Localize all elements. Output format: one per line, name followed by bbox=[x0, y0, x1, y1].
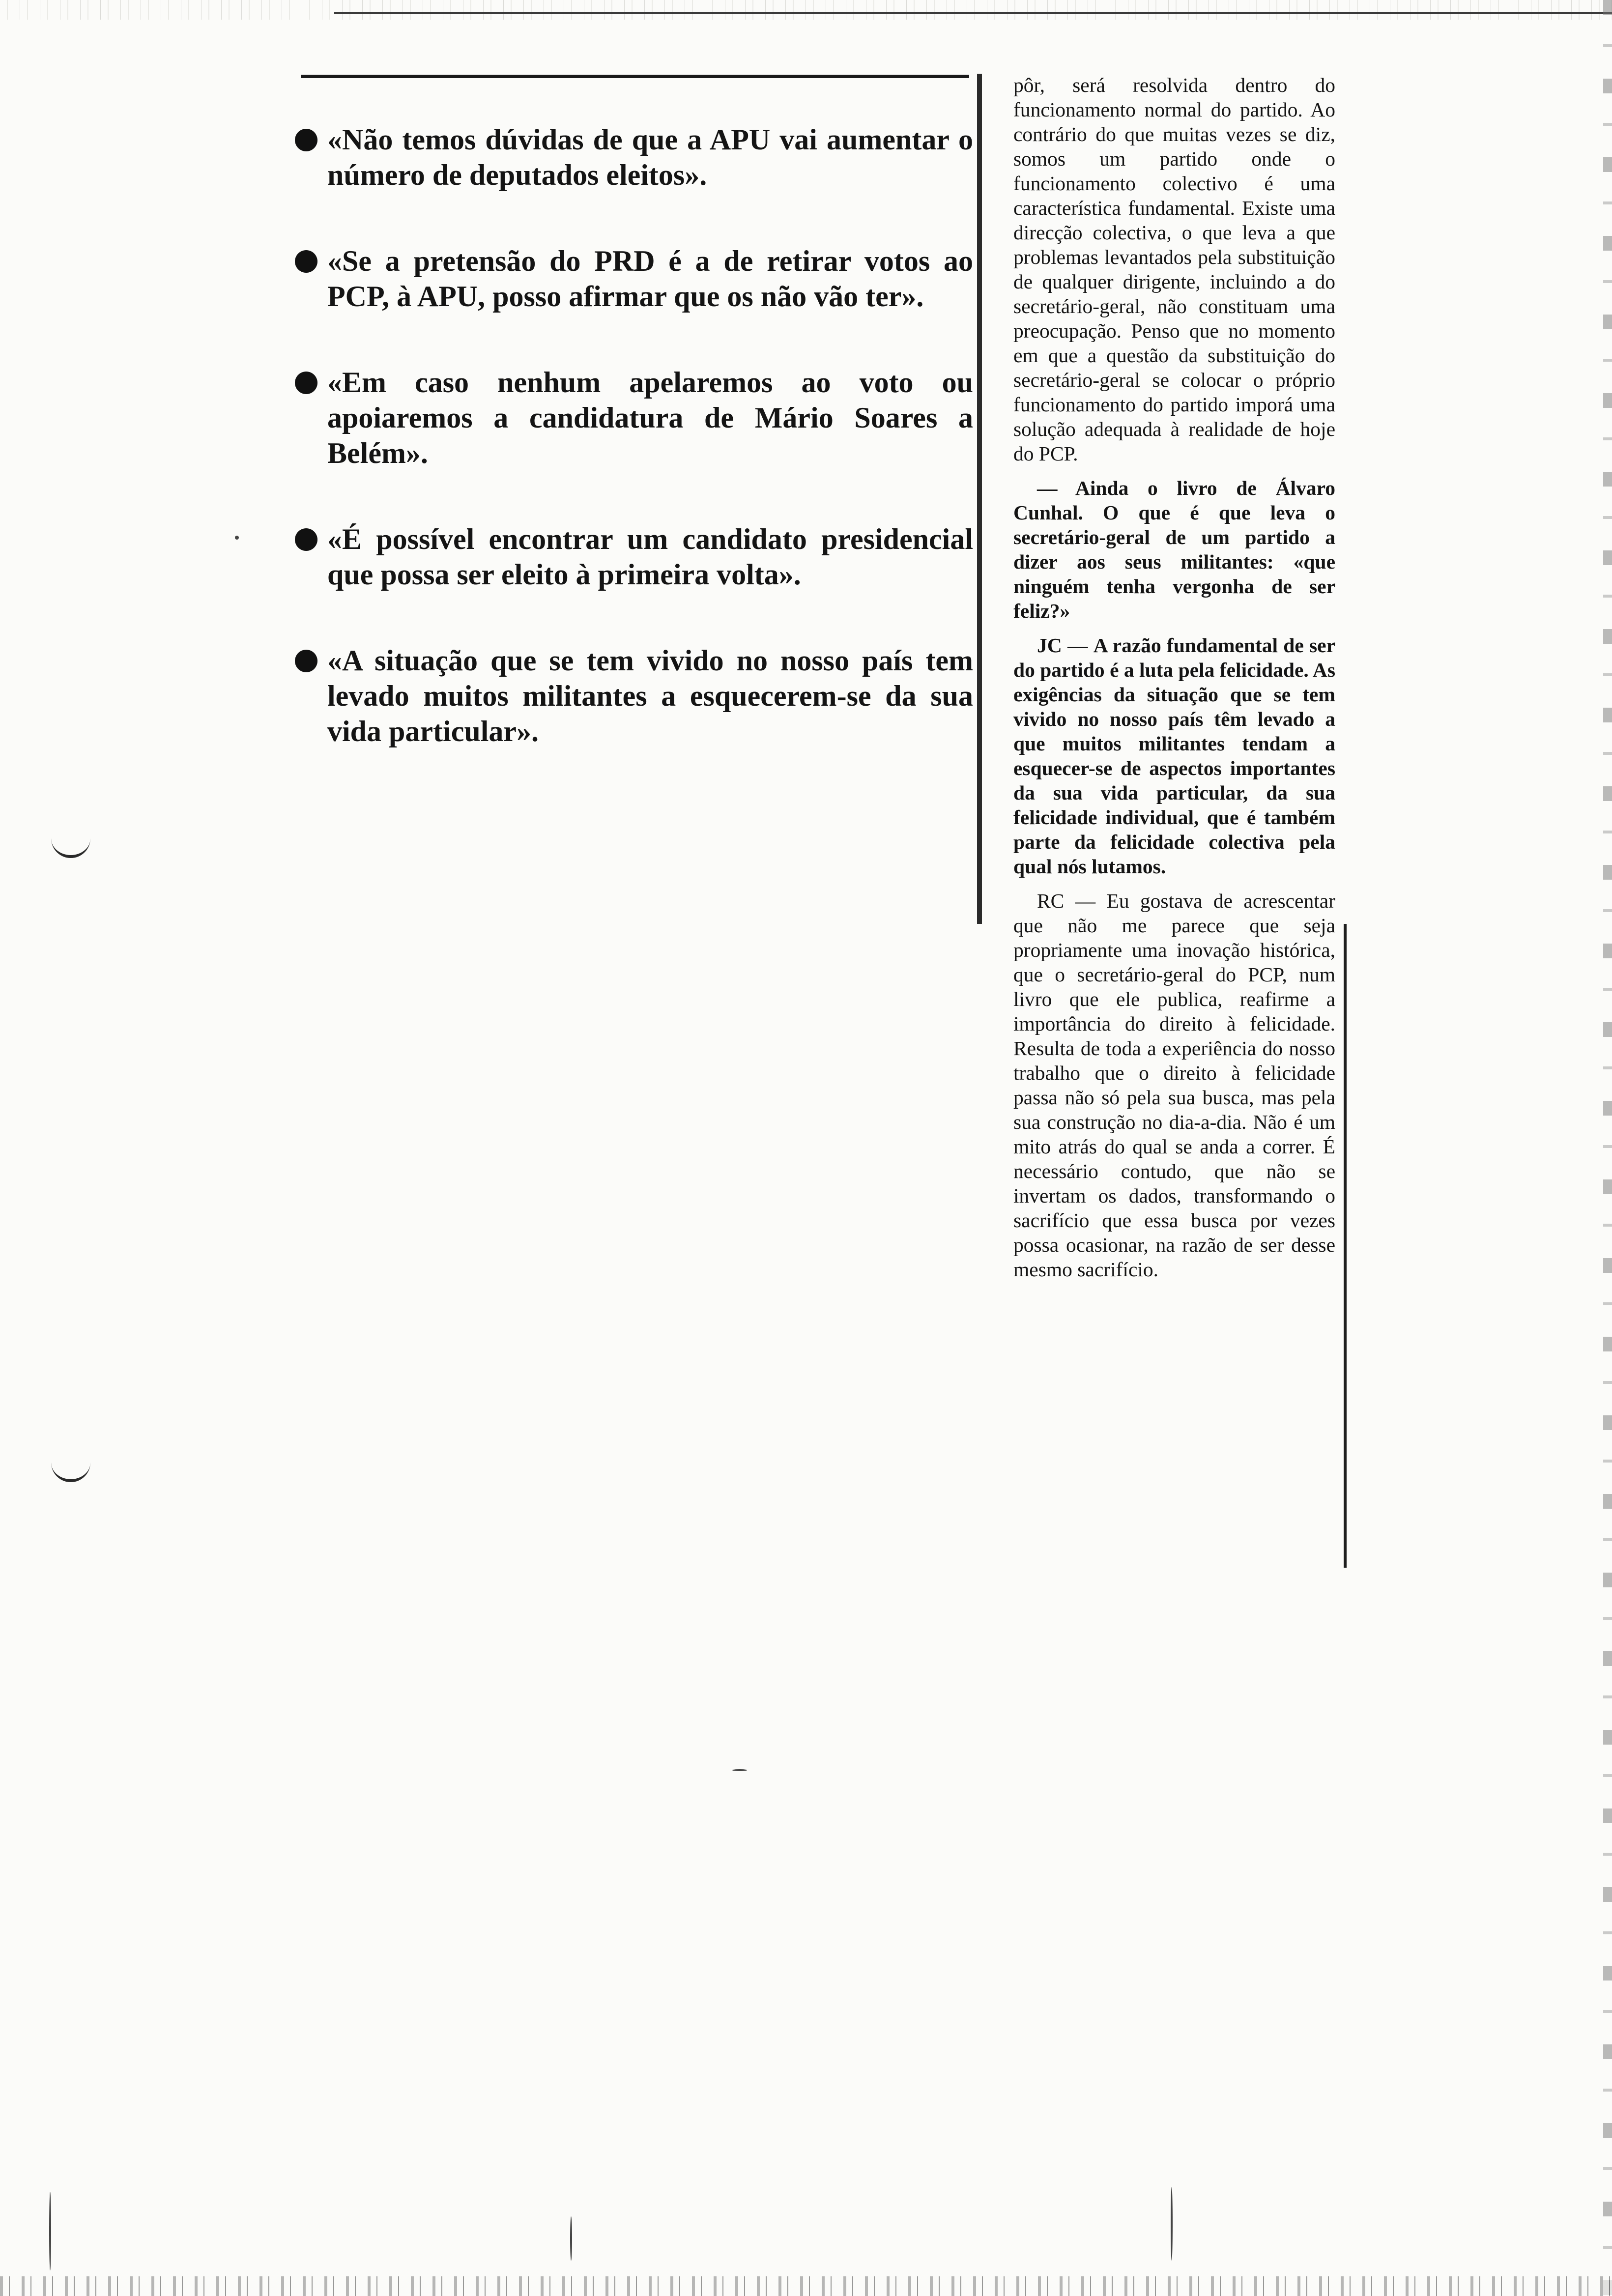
answer-text: A razão fundamental de ser do partido é a luta pela felicidade. As exigências da situação que se tem vivido no nosso país têm levado a que muitos militantes tendam a esquecer-se de aspectos importantes da sua vida particular, da sua felicidade individual, que é também parte da felicidade colectiva pela qual nós lutamos. bbox=[1013, 634, 1335, 878]
scan-edge-right bbox=[1603, 0, 1612, 2296]
speaker-label: JC — bbox=[1037, 634, 1088, 657]
answer-paragraph: pôr, será resolvida dentro do funcionamento normal do partido. Ao contrário do que muitas vezes se diz, somos um partido onde o funcionamento colectivo é uma característica fundamental. Existe uma direcção colectiva, o que leva a que problemas levantados pela substituição de qualquer dirigente, incluindo a do secretário-geral, não constituam uma preocupação. Penso que no momento em que a questão da substituição do secretário-geral se colocar o próprio funcionamento do partido imporá uma solução adequada à realidade de hoje do PCP. bbox=[1013, 74, 1335, 465]
quote-text: «Se a pretensão do PRD é a de retirar votos ao PCP, à APU, posso afirmar que os não vão ter». bbox=[327, 245, 973, 313]
punch-hole-mark bbox=[51, 1455, 90, 1482]
quote-text: «É possível encontrar um candidato presidencial que possa ser eleito à primeira volta». bbox=[327, 523, 973, 591]
interview-question: — Ainda o livro de Álvaro Cunhal. O que é que leva o secretário-geral de um partido a dizer aos seus militantes: «que ninguém tenha vergonha de ser feliz?» bbox=[1013, 477, 1335, 622]
column-left-rule bbox=[977, 74, 982, 924]
interview-column bbox=[1013, 73, 1335, 1292]
answer-paragraph-rc bbox=[1013, 889, 1335, 1282]
quote-list bbox=[295, 122, 973, 800]
column-right-rule bbox=[1344, 924, 1347, 1568]
scan-speck bbox=[570, 2216, 572, 2261]
bullet-dot-icon bbox=[295, 250, 317, 273]
scan-speck bbox=[1171, 2187, 1173, 2261]
scan-edge-bottom bbox=[0, 2276, 1612, 2296]
bullet-dot-icon bbox=[295, 129, 317, 151]
scan-speck bbox=[49, 2192, 51, 2270]
quote-box-top-rule bbox=[301, 75, 969, 78]
bullet-dot-icon bbox=[295, 528, 317, 551]
scan-speck bbox=[732, 1769, 747, 1771]
bullet-dot-icon bbox=[295, 372, 317, 394]
quote-item bbox=[295, 122, 973, 193]
answer-paragraph-jc bbox=[1013, 633, 1335, 879]
scan-speck bbox=[235, 536, 239, 540]
quote-item bbox=[295, 243, 973, 314]
answer-text: Eu gostava de acrescentar que não me parece que seja propriamente uma inovação histórica, que o secretário-geral do PCP, num livro que ele publica, reafirme a importância do direito à felicidade. Resulta de toda a experiência do nosso trabalho que o direito à felicidade passa não só pela sua busca, mas pela sua construção no dia-a-dia. Não é um mito atrás do qual se anda a correr. É necessário contudo, que não se invertam os dados, transformando o sacrifício que essa busca por vezes possa ocasionar, na razão de ser desse mesmo sacrifício. bbox=[1013, 890, 1335, 1281]
punch-hole-mark bbox=[51, 831, 90, 858]
quote-item bbox=[295, 643, 973, 749]
quote-text: «Em caso nenhum apelaremos ao voto ou apoiaremos a candidatura de Mário Soares a Belém». bbox=[327, 366, 973, 469]
quote-text: «A situação que se tem vivido no nosso país tem levado muitos militantes a esquecerem-se da sua vida particular». bbox=[327, 644, 973, 747]
quote-item bbox=[295, 365, 973, 471]
speaker-label: RC — bbox=[1037, 890, 1096, 912]
quote-text: «Não temos dúvidas de que a APU vai aumentar o número de deputados eleitos». bbox=[327, 123, 973, 191]
bullet-dot-icon bbox=[295, 650, 317, 672]
scan-edge-top-line bbox=[334, 12, 1612, 14]
scan-edge-top bbox=[0, 0, 1612, 20]
quote-item bbox=[295, 521, 973, 592]
